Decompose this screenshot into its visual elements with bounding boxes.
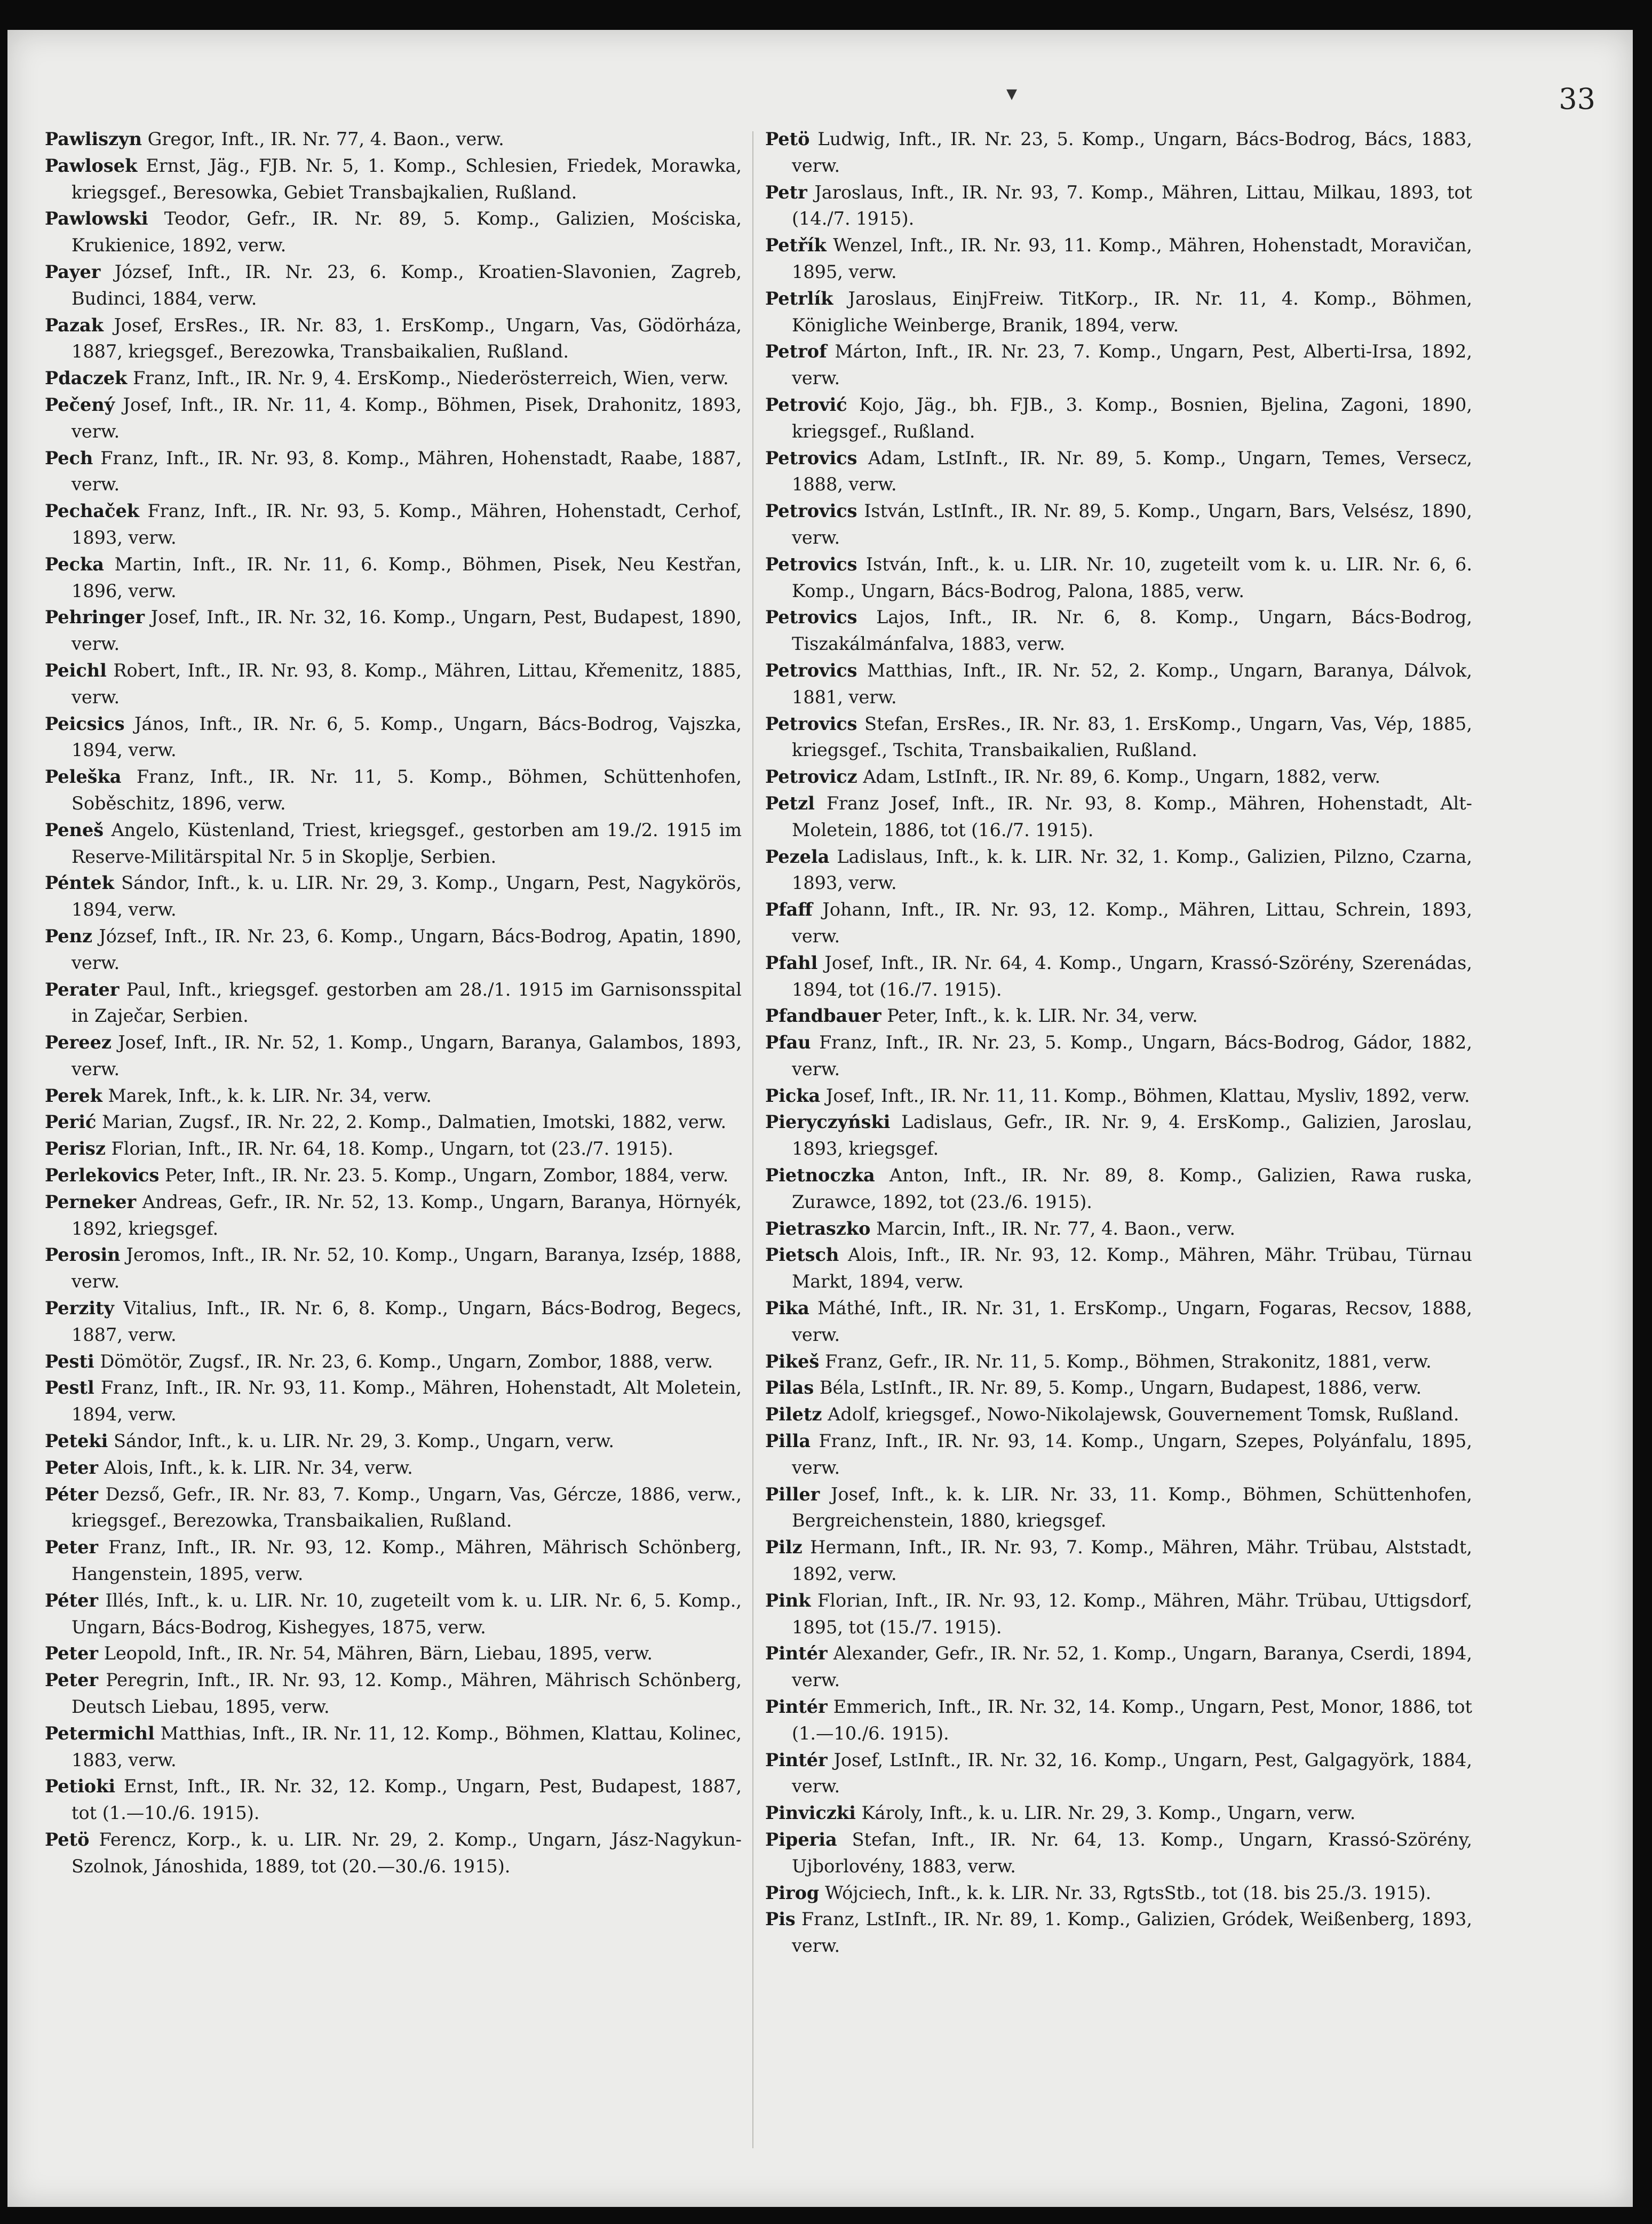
entry-details: Alois, Inft., k. k. LIR. Nr. 34, verw. xyxy=(104,1457,413,1478)
entry-surname: Pdaczek xyxy=(45,368,128,389)
list-entry xyxy=(45,1375,742,1428)
list-entry xyxy=(45,1534,742,1587)
entry-surname: Péter xyxy=(45,1483,99,1505)
entry-details: Ferencz, Korp., k. u. LIR. Nr. 29, 2. Komp., Ungarn, Jász-Nagykun-Szolnok, Jánoshida, 1889, tot (20.—30./6. 1915). xyxy=(72,1829,742,1877)
list-entry xyxy=(765,445,1472,498)
entry-details: József, Inft., IR. Nr. 23, 6. Komp., Ungarn, Bács-Bodrog, Apatin, 1890, verw. xyxy=(72,925,742,973)
entry-details: Matthias, Inft., IR. Nr. 11, 12. Komp., Böhmen, Klattau, Kolinec, 1883, verw. xyxy=(72,1722,742,1770)
list-entry xyxy=(765,657,1472,711)
entry-surname: Perneker xyxy=(45,1191,137,1212)
list-entry xyxy=(765,338,1472,392)
list-entry xyxy=(45,604,742,657)
entry-details: Franz, Inft., IR. Nr. 9, 4. ErsKomp., Niederösterreich, Wien, verw. xyxy=(132,368,729,389)
entry-surname: Pfandbauer xyxy=(765,1005,881,1027)
entry-details: Peter, Inft., k. k. LIR. Nr. 34, verw. xyxy=(887,1005,1198,1027)
entry-details: Florian, Inft., IR. Nr. 93, 12. Komp., Mähren, Mähr. Trübau, Uttigsdorf, 1895, tot (15./7. 1915). xyxy=(792,1590,1472,1638)
entry-details: Josef, Inft., IR. Nr. 11, 4. Komp., Böhmen, Pisek, Drahonitz, 1893, verw. xyxy=(72,394,742,442)
list-entry xyxy=(765,285,1472,339)
list-entry xyxy=(765,1800,1472,1826)
entry-details: Matthias, Inft., IR. Nr. 52, 2. Komp., Ungarn, Baranya, Dálvok, 1881, verw. xyxy=(792,660,1472,708)
entry-surname: Pintér xyxy=(765,1643,828,1664)
entry-details: Stefan, ErsRes., IR. Nr. 83, 1. ErsKomp., Ungarn, Vas, Vép, 1885, kriegsgef., Tschita, Transbaikalien, Rußland. xyxy=(792,713,1472,761)
list-entry xyxy=(765,1083,1472,1109)
list-entry xyxy=(765,1428,1472,1481)
list-entry xyxy=(765,1880,1472,1907)
entry-details: Jaroslaus, Inft., IR. Nr. 93, 7. Komp., Mähren, Littau, Milkau, 1893, tot (14./7. 1915). xyxy=(792,181,1472,229)
entry-details: Vitalius, Inft., IR. Nr. 6, 8. Komp., Ungarn, Bács-Bodrog, Begecs, 1887, verw. xyxy=(72,1298,742,1345)
entry-surname: Petrovics xyxy=(765,660,857,681)
entry-details: Márton, Inft., IR. Nr. 23, 7. Komp., Ungarn, Pest, Alberti-Irsa, 1892, verw. xyxy=(792,341,1472,389)
entry-details: Ludwig, Inft., IR. Nr. 23, 5. Komp., Ungarn, Bács-Bodrog, Bács, 1883, verw. xyxy=(792,129,1472,176)
list-entry xyxy=(765,1534,1472,1587)
list-entry xyxy=(765,1348,1472,1375)
list-entry xyxy=(765,1375,1472,1401)
list-entry xyxy=(765,551,1472,605)
entry-surname: Petrlík xyxy=(765,288,833,309)
entry-surname: Pietraszko xyxy=(765,1218,871,1239)
entry-surname: Picka xyxy=(765,1085,821,1106)
entry-surname: Petr xyxy=(765,181,807,203)
column-divider xyxy=(752,131,753,2148)
list-entry xyxy=(45,1640,742,1667)
entry-surname: Perlekovics xyxy=(45,1165,160,1186)
entry-details: Adam, LstInft., IR. Nr. 89, 5. Komp., Ungarn, Temes, Versecz, 1888, verw. xyxy=(792,447,1472,495)
left-column xyxy=(45,126,742,1880)
list-entry xyxy=(45,312,742,366)
entry-surname: Pikeš xyxy=(765,1351,820,1372)
entry-surname: Pawlowski xyxy=(45,208,148,229)
entry-details: Alexander, Gefr., IR. Nr. 52, 1. Komp., Ungarn, Baranya, Cserdi, 1894, verw. xyxy=(792,1643,1472,1691)
entry-details: Máthé, Inft., IR. Nr. 31, 1. ErsKomp., Ungarn, Fogaras, Recsov, 1888, verw. xyxy=(792,1298,1472,1345)
entry-details: Dömötör, Zugsf., IR. Nr. 23, 6. Komp., Ungarn, Zombor, 1888, verw. xyxy=(100,1351,713,1372)
printer-mark: ▾ xyxy=(1006,81,1018,106)
entry-details: Ernst, Inft., IR. Nr. 32, 12. Komp., Ungarn, Pest, Budapest, 1887, tot (1.—10./6. 1915). xyxy=(72,1776,742,1824)
entry-surname: Pawliszyn xyxy=(45,129,142,149)
right-column xyxy=(765,126,1472,1959)
list-entry xyxy=(45,205,742,259)
entry-surname: Petermichl xyxy=(45,1722,155,1744)
list-entry xyxy=(45,1189,742,1242)
entry-surname: Pezela xyxy=(765,846,830,867)
list-entry xyxy=(765,604,1472,657)
entry-surname: Peicsics xyxy=(45,713,125,734)
entry-details: Wenzel, Inft., IR. Nr. 93, 11. Komp., Mähren, Hohenstadt, Moravičan, 1895, verw. xyxy=(792,235,1472,282)
entry-details: Josef, ErsRes., IR. Nr. 83, 1. ErsKomp., Ungarn, Vas, Gödörháza, 1887, kriegsgef., Berezowka, Transbaikalien, Rußland. xyxy=(72,314,742,362)
entry-details: Illés, Inft., k. u. LIR. Nr. 10, zugeteilt vom k. u. LIR. Nr. 6, 5. Komp., Ungarn, Bács-Bodrog, Kishegyes, 1875, verw. xyxy=(72,1590,742,1638)
page-number: 33 xyxy=(1559,82,1595,116)
list-entry xyxy=(45,1455,742,1481)
entry-surname: Peneš xyxy=(45,819,104,840)
entry-surname: Pfaff xyxy=(765,899,813,920)
list-entry xyxy=(45,657,742,711)
list-entry xyxy=(765,896,1472,950)
entry-surname: Pika xyxy=(765,1298,809,1319)
list-entry xyxy=(765,844,1472,897)
list-entry xyxy=(765,711,1472,764)
entry-details: Leopold, Inft., IR. Nr. 54, Mähren, Bärn, Liebau, 1895, verw. xyxy=(104,1643,653,1664)
entry-surname: Pereez xyxy=(45,1032,112,1053)
entry-surname: Peleška xyxy=(45,766,122,788)
entry-details: István, Inft., k. u. LIR. Nr. 10, zugeteilt vom k. u. LIR. Nr. 6, 6. Komp., Ungarn, Bács-Bodrog, Palona, 1885, verw. xyxy=(792,553,1472,601)
entry-details: Kojo, Jäg., bh. FJB., 3. Komp., Bosnien, Bjelina, Zagoni, 1890, kriegsgef., Rußland. xyxy=(792,394,1472,442)
list-entry xyxy=(45,1428,742,1455)
entry-details: Josef, Inft., IR. Nr. 32, 16. Komp., Ungarn, Pest, Budapest, 1890, verw. xyxy=(72,607,742,655)
entry-surname: Petrovicz xyxy=(765,766,857,788)
entry-surname: Piperia xyxy=(765,1829,837,1850)
entry-surname: Pintér xyxy=(765,1696,828,1718)
entry-details: Hermann, Inft., IR. Nr. 93, 7. Komp., Mähren, Mähr. Trübau, Alststadt, 1892, verw. xyxy=(792,1537,1472,1585)
list-entry xyxy=(45,1109,742,1135)
entry-surname: Pečený xyxy=(45,394,115,415)
entry-details: Marian, Zugsf., IR. Nr. 22, 2. Komp., Dalmatien, Imotski, 1882, verw. xyxy=(102,1111,727,1133)
list-entry xyxy=(45,498,742,551)
entry-surname: Piller xyxy=(765,1483,820,1505)
entry-surname: Pieryczyński xyxy=(765,1111,891,1133)
entry-details: Josef, Inft., IR. Nr. 52, 1. Komp., Ungarn, Baranya, Galambos, 1893, verw. xyxy=(72,1032,742,1079)
list-entry xyxy=(765,1003,1472,1029)
entry-surname: Pilz xyxy=(765,1537,803,1558)
entry-details: Ernst, Jäg., FJB. Nr. 5, 1. Komp., Schlesien, Friedek, Morawka, kriegsgef., Beresowka, Gebiet Transbajkalien, Rußland. xyxy=(72,155,742,203)
entry-surname: Pfahl xyxy=(765,952,818,973)
list-entry xyxy=(45,923,742,976)
list-entry xyxy=(765,1694,1472,1747)
entry-surname: Petrovics xyxy=(765,501,857,522)
entry-details: Emmerich, Inft., IR. Nr. 32, 14. Komp., Ungarn, Pest, Monor, 1886, tot (1.—10./6. 1915). xyxy=(792,1696,1472,1744)
entry-details: István, LstInft., IR. Nr. 89, 5. Komp., Ungarn, Bars, Velsész, 1890, verw. xyxy=(792,501,1472,548)
entry-details: Alois, Inft., IR. Nr. 93, 12. Komp., Mähren, Mähr. Trübau, Türnau Markt, 1894, verw. xyxy=(792,1244,1472,1292)
entry-surname: Petö xyxy=(765,129,810,149)
entry-surname: Peter xyxy=(45,1457,99,1478)
list-entry xyxy=(45,1242,742,1295)
entry-details: Adolf, kriegsgef., Nowo-Nikolajewsk, Gouvernement Tomsk, Rußland. xyxy=(828,1404,1459,1425)
list-entry xyxy=(765,764,1472,790)
entry-details: Ladislaus, Inft., k. k. LIR. Nr. 32, 1. Komp., Galizien, Pilzno, Czarna, 1893, verw. xyxy=(792,846,1472,894)
entry-details: Josef, Inft., k. k. LIR. Nr. 33, 11. Komp., Böhmen, Schüttenhofen, Bergreichenstein, 1880, kriegsgef. xyxy=(792,1483,1472,1531)
entry-surname: Pehringer xyxy=(45,607,145,628)
entry-details: Anton, Inft., IR. Nr. 89, 8. Komp., Galizien, Rawa ruska, Zurawce, 1892, tot (23./6. 1915). xyxy=(792,1165,1472,1212)
entry-details: Ladislaus, Gefr., IR. Nr. 9, 4. ErsKomp., Galizien, Jaroslau, 1893, kriegsgef. xyxy=(792,1111,1472,1159)
entry-details: József, Inft., IR. Nr. 23, 6. Komp., Kroatien-Slavonien, Zagreb, Budinci, 1884, verw. xyxy=(72,261,742,309)
entry-details: Peter, Inft., IR. Nr. 23. 5. Komp., Ungarn, Zombor, 1884, verw. xyxy=(164,1165,729,1186)
entry-surname: Petrof xyxy=(765,341,827,362)
entry-details: Angelo, Küstenland, Triest, kriegsgef., gestorben am 19./2. 1915 im Reserve-Militärspital Nr. 5 in Skoplje, Serbien. xyxy=(72,819,742,867)
entry-surname: Pis xyxy=(765,1909,796,1930)
entry-surname: Peter xyxy=(45,1670,99,1691)
entry-details: Franz, Inft., IR. Nr. 93, 8. Komp., Mähren, Hohenstadt, Raabe, 1887, verw. xyxy=(72,447,742,495)
list-entry xyxy=(45,1135,742,1162)
entry-details: Sándor, Inft., k. u. LIR. Nr. 29, 3. Komp., Ungarn, verw. xyxy=(114,1431,614,1452)
entry-details: Josef, Inft., IR. Nr. 11, 11. Komp., Böhmen, Klattau, Mysliv, 1892, verw. xyxy=(825,1085,1470,1106)
entry-surname: Pawlosek xyxy=(45,155,138,176)
entry-surname: Pink xyxy=(765,1590,811,1611)
entry-surname: Perater xyxy=(45,979,120,1000)
list-entry xyxy=(45,126,742,153)
list-entry xyxy=(45,551,742,605)
list-entry xyxy=(45,976,742,1030)
entry-surname: Pirog xyxy=(765,1882,820,1903)
entry-surname: Péntek xyxy=(45,872,114,894)
list-entry xyxy=(765,1295,1472,1348)
list-entry xyxy=(45,1029,742,1083)
entry-details: Lajos, Inft., IR. Nr. 6, 8. Komp., Ungarn, Bács-Bodrog, Tiszakálmánfalva, 1883, verw. xyxy=(792,607,1472,655)
list-entry xyxy=(765,1216,1472,1242)
entry-details: Adam, LstInft., IR. Nr. 89, 6. Komp., Ungarn, 1882, verw. xyxy=(863,766,1380,788)
list-entry xyxy=(765,1481,1472,1535)
entry-details: János, Inft., IR. Nr. 6, 5. Komp., Ungarn, Bács-Bodrog, Vajszka, 1894, verw. xyxy=(72,713,742,761)
list-entry xyxy=(765,1242,1472,1295)
entry-details: Andreas, Gefr., IR. Nr. 52, 13. Komp., Ungarn, Baranya, Hörnyék, 1892, kriegsgef. xyxy=(72,1191,742,1239)
entry-surname: Pintér xyxy=(765,1749,828,1770)
list-entry xyxy=(765,790,1472,844)
entry-details: Johann, Inft., IR. Nr. 93, 12. Komp., Mähren, Littau, Schrein, 1893, verw. xyxy=(792,899,1472,947)
document-page xyxy=(7,30,1633,2207)
entry-details: Paul, Inft., kriegsgef. gestorben am 28./1. 1915 im Garnisonsspital in Zaječar, Serbien. xyxy=(72,979,742,1027)
entry-surname: Peter xyxy=(45,1537,99,1558)
entry-surname: Pesti xyxy=(45,1351,94,1372)
list-entry xyxy=(45,259,742,312)
entry-details: Peregrin, Inft., IR. Nr. 93, 12. Komp., Mähren, Mährisch Schönberg, Deutsch Liebau, 1895, verw. xyxy=(72,1670,742,1718)
entry-details: Florian, Inft., IR. Nr. 64, 18. Komp., Ungarn, tot (23./7. 1915). xyxy=(111,1138,673,1159)
entry-details: Jeromos, Inft., IR. Nr. 52, 10. Komp., Ungarn, Baranya, Izsép, 1888, verw. xyxy=(72,1244,742,1292)
entry-details: Gregor, Inft., IR. Nr. 77, 4. Baon., verw. xyxy=(147,129,504,149)
list-entry xyxy=(45,817,742,870)
entry-details: Wójciech, Inft., k. k. LIR. Nr. 33, RgtsStb., tot (18. bis 25./3. 1915). xyxy=(825,1882,1432,1903)
entry-surname: Petzl xyxy=(765,792,815,814)
entry-details: Franz, Inft., IR. Nr. 23, 5. Komp., Ungarn, Bács-Bodrog, Gádor, 1882, verw. xyxy=(792,1032,1472,1079)
list-entry xyxy=(765,179,1472,233)
entry-details: Jaroslaus, EinjFreiw. TitKorp., IR. Nr. 11, 4. Komp., Böhmen, Königliche Weinberge, Branik, 1894, verw. xyxy=(792,288,1472,336)
entry-surname: Piletz xyxy=(765,1404,822,1425)
entry-surname: Perosin xyxy=(45,1244,121,1266)
list-entry xyxy=(765,1401,1472,1428)
list-entry xyxy=(45,1720,742,1774)
entry-surname: Peichl xyxy=(45,660,107,681)
entry-surname: Pilas xyxy=(765,1377,814,1399)
list-entry xyxy=(765,1587,1472,1641)
list-entry xyxy=(45,1667,742,1720)
list-entry xyxy=(45,1773,742,1826)
list-entry xyxy=(45,365,742,392)
entry-details: Franz, Inft., IR. Nr. 93, 14. Komp., Ungarn, Szepes, Polyánfalu, 1895, verw. xyxy=(792,1431,1472,1478)
list-entry xyxy=(765,232,1472,285)
entry-details: Stefan, Inft., IR. Nr. 64, 13. Komp., Ungarn, Krassó-Szörény, Ujborlovény, 1883, verw. xyxy=(792,1829,1473,1877)
entry-details: Martin, Inft., IR. Nr. 11, 6. Komp., Böhmen, Pisek, Neu Kestřan, 1896, verw. xyxy=(72,553,742,601)
entry-details: Franz, Inft., IR. Nr. 93, 5. Komp., Mähren, Hohenstadt, Cerhof, 1893, verw. xyxy=(72,501,742,548)
list-entry xyxy=(765,392,1472,445)
entry-surname: Penz xyxy=(45,925,92,947)
entry-surname: Péter xyxy=(45,1590,99,1611)
entry-details: Franz, Inft., IR. Nr. 11, 5. Komp., Böhmen, Schüttenhofen, Soběschitz, 1896, verw. xyxy=(72,766,742,814)
list-entry xyxy=(765,1640,1472,1694)
list-entry xyxy=(45,1295,742,1348)
entry-surname: Payer xyxy=(45,261,101,282)
entry-surname: Perzity xyxy=(45,1298,114,1319)
entry-details: Teodor, Gefr., IR. Nr. 89, 5. Komp., Galizien, Mościska, Krukienice, 1892, verw. xyxy=(72,208,742,256)
list-entry xyxy=(45,711,742,764)
entry-surname: Petrovics xyxy=(765,713,857,734)
list-entry xyxy=(45,1162,742,1189)
entry-surname: Pietsch xyxy=(765,1244,839,1266)
entry-details: Franz, Inft., IR. Nr. 93, 12. Komp., Mähren, Mährisch Schönberg, Hangenstein, 1895, verw. xyxy=(72,1537,742,1585)
list-entry xyxy=(45,153,742,206)
entry-surname: Pazak xyxy=(45,314,104,336)
list-entry xyxy=(45,1348,742,1375)
entry-details: Sándor, Inft., k. u. LIR. Nr. 29, 3. Komp., Ungarn, Pest, Nagykörös, 1894, verw. xyxy=(72,872,742,920)
entry-details: Béla, LstInft., IR. Nr. 89, 5. Komp., Ungarn, Budapest, 1886, verw. xyxy=(819,1377,1422,1399)
list-entry xyxy=(45,1826,742,1880)
entry-details: Josef, Inft., IR. Nr. 64, 4. Komp., Ungarn, Krassó-Szörény, Szerenádas, 1894, tot (16./7. 1915). xyxy=(792,952,1472,1000)
list-entry xyxy=(765,1906,1472,1959)
entry-surname: Petrovics xyxy=(765,607,857,628)
entry-details: Károly, Inft., k. u. LIR. Nr. 29, 3. Komp., Ungarn, verw. xyxy=(861,1802,1356,1824)
list-entry xyxy=(765,1747,1472,1800)
entry-details: Josef, LstInft., IR. Nr. 32, 16. Komp., Ungarn, Pest, Galgagyörk, 1884, verw. xyxy=(792,1749,1472,1797)
entry-surname: Pietnoczka xyxy=(765,1165,875,1186)
entry-details: Franz, LstInft., IR. Nr. 89, 1. Komp., Galizien, Gródek, Weißenberg, 1893, verw. xyxy=(792,1909,1473,1957)
entry-surname: Perek xyxy=(45,1085,102,1106)
entry-surname: Pinviczki xyxy=(765,1802,856,1824)
entry-surname: Perić xyxy=(45,1111,97,1133)
list-entry xyxy=(45,1481,742,1535)
entry-details: Marcin, Inft., IR. Nr. 77, 4. Baon., verw. xyxy=(876,1218,1236,1239)
list-entry xyxy=(765,1029,1472,1083)
entry-surname: Pestl xyxy=(45,1377,94,1399)
entry-surname: Pech xyxy=(45,447,93,468)
list-entry xyxy=(765,498,1472,551)
entry-details: Franz, Inft., IR. Nr. 93, 11. Komp., Mähren, Hohenstadt, Alt Moletein, 1894, verw. xyxy=(72,1377,742,1425)
entry-surname: Pechaček xyxy=(45,501,139,522)
entry-surname: Petrovics xyxy=(765,553,857,575)
entry-surname: Petrović xyxy=(765,394,847,415)
list-entry xyxy=(45,392,742,445)
list-entry xyxy=(45,445,742,498)
list-entry xyxy=(765,126,1472,179)
entry-details: Franz, Gefr., IR. Nr. 11, 5. Komp., Böhmen, Strakonitz, 1881, verw. xyxy=(824,1351,1432,1372)
list-entry xyxy=(765,1162,1472,1216)
entry-surname: Petrovics xyxy=(765,447,857,468)
list-entry xyxy=(765,1109,1472,1162)
entry-surname: Peteki xyxy=(45,1431,108,1452)
entry-surname: Pilla xyxy=(765,1431,811,1452)
entry-surname: Perisz xyxy=(45,1138,106,1159)
entry-surname: Pfau xyxy=(765,1032,811,1053)
list-entry xyxy=(765,1826,1472,1880)
entry-surname: Petö xyxy=(45,1829,90,1850)
list-entry xyxy=(45,764,742,817)
entry-details: Dezső, Gefr., IR. Nr. 83, 7. Komp., Ungarn, Vas, Gércze, 1886, verw., kriegsgef., Berezowka, Transbaikalien, Rußland. xyxy=(72,1483,742,1531)
entry-surname: Pecka xyxy=(45,553,104,575)
entry-details: Marek, Inft., k. k. LIR. Nr. 34, verw. xyxy=(108,1085,432,1106)
list-entry xyxy=(45,1083,742,1109)
list-entry xyxy=(765,950,1472,1003)
entry-details: Robert, Inft., IR. Nr. 93, 8. Komp., Mähren, Littau, Křemenitz, 1885, verw. xyxy=(72,660,742,708)
list-entry xyxy=(45,870,742,923)
entry-details: Franz Josef, Inft., IR. Nr. 93, 8. Komp., Mähren, Hohenstadt, Alt-Moletein, 1886, tot (16./7. 1915). xyxy=(792,792,1472,840)
entry-surname: Peter xyxy=(45,1643,99,1664)
entry-surname: Petřík xyxy=(765,235,827,256)
entry-surname: Petioki xyxy=(45,1776,116,1797)
list-entry xyxy=(45,1587,742,1641)
